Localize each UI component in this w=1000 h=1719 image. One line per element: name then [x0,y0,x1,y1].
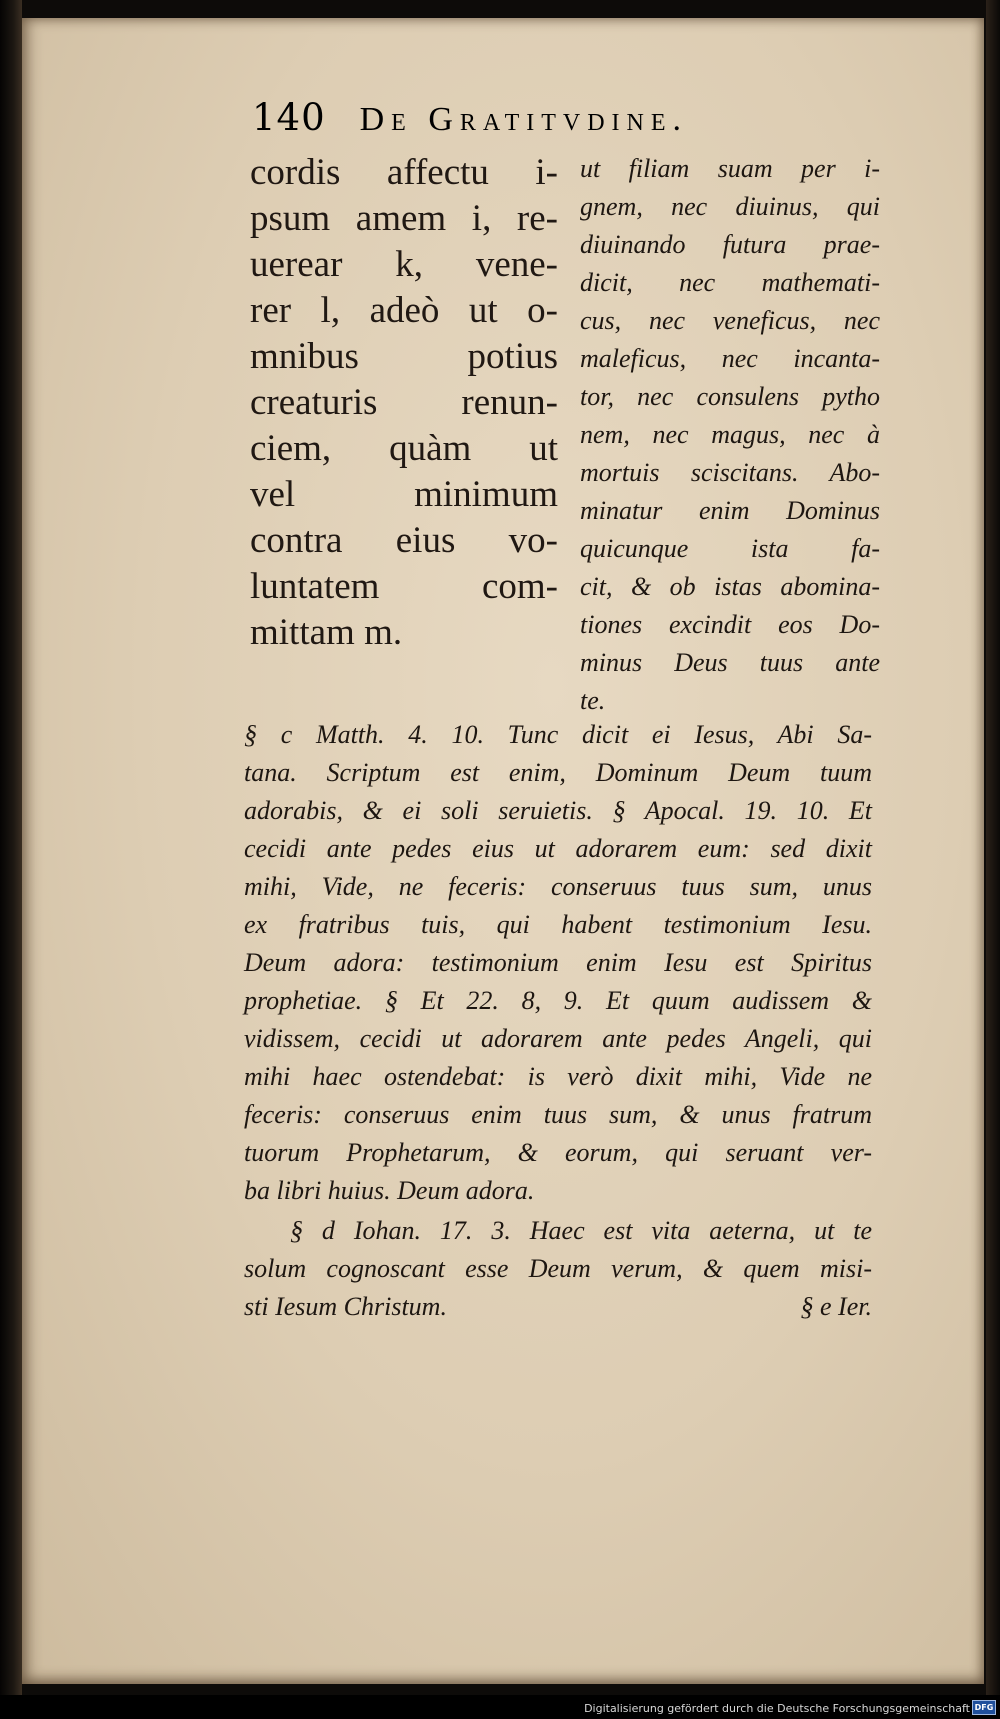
footnote-block [244,716,872,1210]
footnote-line: § d Iohan. 17. 3. Haec est vita aeterna, ut te [290,1216,872,1245]
footnote-line: prophetiae. § Et 22. 8, 9. Et quum audissem & [244,986,872,1015]
side-text-line: nem, nec magus, nec à [580,420,880,449]
footnote-line: sti Iesum Christum. [244,1292,447,1321]
footnote-line: feceris: conseruus enim tuus sum, & unus fratrum [244,1100,872,1129]
main-text-line: creaturis renun- [250,382,558,423]
footnotes [244,716,872,1326]
footnote-line: solum cognoscant esse Deum verum, & quem misi- [244,1254,872,1283]
catchword: § e Ier. [800,1292,872,1321]
main-text-line: mittam m. [250,612,403,653]
footnote-line: § c Matth. 4. 10. Tunc dicit ei Iesus, Abi Sa- [244,720,872,749]
footnote-line: vidissem, cecidi ut adorarem ante pedes Angeli, qui [244,1024,872,1053]
footnote-line: tana. Scriptum est enim, Dominum Deum tuum [244,758,872,787]
dfg-logo: DFG [972,1700,996,1715]
main-text-line: cordis affectu i- [250,152,558,193]
side-text-line: gnem, nec diuinus, qui [580,192,880,221]
main-text-line: rer l, adeò ut o- [250,290,558,331]
side-text-line: te. [580,686,606,715]
main-text-line: uerear k, vene- [250,244,558,285]
main-text-line: ciem, quàm ut [250,428,558,469]
digitization-footer [0,1695,1000,1719]
footnote-line: cecidi ante pedes eius ut adorarem eum: sed dixit [244,834,872,863]
side-text-line: ut filiam suam per i- [580,154,880,183]
side-text-line: mortuis sciscitans. Abo- [580,458,880,487]
footnote-line: tuorum Prophetarum, & eorum, qui seruant ver- [244,1138,872,1167]
side-text-line: diuinando futura prae- [580,230,880,259]
side-text-column [580,150,880,720]
side-text-line: cit, & ob istas abomina- [580,572,880,601]
footnote-block [244,1212,872,1326]
main-text-line: vel minimum [250,474,558,515]
side-text-line: cus, nec veneficus, nec [580,306,880,335]
footnote-line: mihi, Vide, ne feceris: conseruus tuus sum, unus [244,872,872,901]
main-text-line: psum amem i, re- [250,198,558,239]
running-title: De Gratitvdine. [359,101,689,138]
side-text-line: minus Deus tuus ante [580,648,880,677]
page-header [252,96,872,152]
main-text-column [250,150,558,656]
side-text-line: tor, nec consulens pytho [580,382,880,411]
footer-credit: Digitalisierung gefördert durch die Deutsche Forschungsgemeinschaft [584,1702,970,1715]
footnote-line: Deum adora: testimonium enim Iesu est Spiritus [244,948,872,977]
side-text-line: quicunque ista fa- [580,534,880,563]
footnote-line: ba libri huius. Deum adora. [244,1176,535,1205]
main-text-line: mnibus potius [250,336,558,377]
main-text-line: luntatem com- [250,566,558,607]
side-text-line: dicit, nec mathemati- [580,268,880,297]
side-text-line: maleficus, nec incanta- [580,344,880,373]
main-text-line: contra eius vo- [250,520,558,561]
page-edge [986,0,1000,1719]
page-number: 140 [252,96,326,139]
footnote-line: mihi haec ostendebat: is verò dixit mihi, Vide ne [244,1062,872,1091]
book-spine [0,0,22,1719]
side-text-line: tiones excindit eos Do- [580,610,880,639]
footnote-line: ex fratribus tuis, qui habent testimonium Iesu. [244,910,872,939]
footnote-line: adorabis, & ei soli seruietis. § Apocal. 19. 10. Et [244,796,872,825]
side-text-line: minatur enim Dominus [580,496,880,525]
